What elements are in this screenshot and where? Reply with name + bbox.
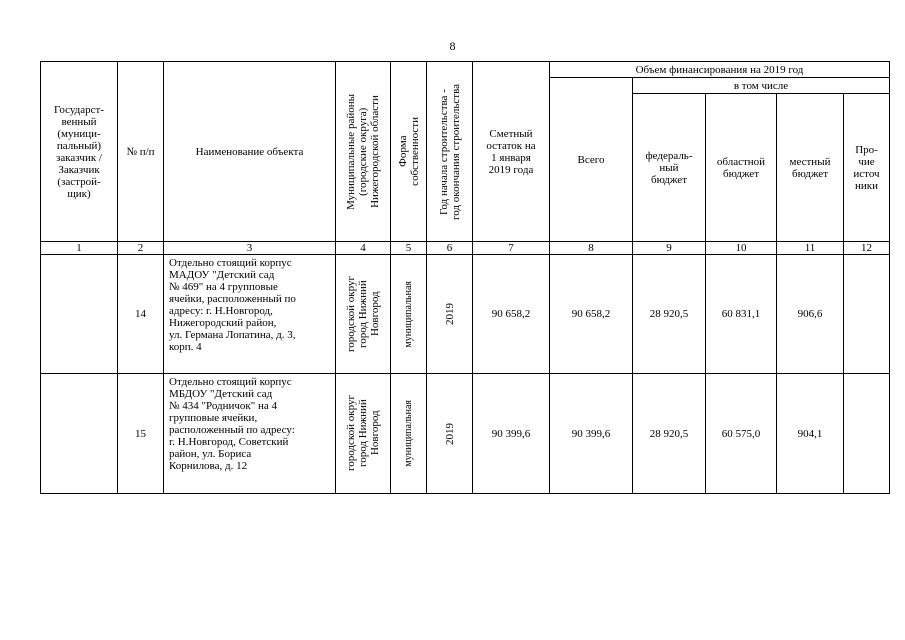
header-regional: областной бюджет [706, 94, 777, 242]
row-ownership-text: муниципальная [402, 280, 414, 348]
header-total: Всего [550, 78, 633, 242]
row-local: 906,6 [777, 255, 844, 374]
row-remaining: 90 658,2 [473, 255, 550, 374]
row-ownership [391, 374, 427, 494]
header-customer: Государст- венный (муници- пальный) заказчик / Заказчик (застрой- щик) [41, 62, 118, 242]
row-district [336, 374, 391, 494]
header-ownership-text: Форма собственности [396, 117, 421, 186]
row-regional: 60 831,1 [706, 255, 777, 374]
header-including: в том числе [633, 78, 890, 94]
row-customer [41, 374, 118, 494]
row-years-text: 2019 [443, 303, 456, 325]
column-number: 8 [550, 242, 633, 255]
column-number: 3 [164, 242, 336, 255]
row-district [336, 255, 391, 374]
row-num: 15 [118, 374, 164, 494]
column-number: 10 [706, 242, 777, 255]
row-years-text: 2019 [443, 422, 456, 445]
row-num: 14 [118, 255, 164, 374]
header-years-text: Год начала строительства - год окончания строительства [437, 83, 462, 220]
header-object-name: Наименование объекта [164, 62, 336, 242]
column-number: 7 [473, 242, 550, 255]
row-other [844, 374, 890, 494]
row-years [427, 374, 473, 494]
header-federal: федераль- ный бюджет [633, 94, 706, 242]
row-remaining: 90 399,6 [473, 374, 550, 494]
row-customer [41, 255, 118, 374]
header-other: Про- чие источ ники [844, 94, 890, 242]
column-number: 1 [41, 242, 118, 255]
header-districts [336, 62, 391, 242]
row-ownership [391, 255, 427, 374]
header-remaining: Сметный остаток на 1 января 2019 года [473, 62, 550, 242]
column-number: 9 [633, 242, 706, 255]
row-federal: 28 920,5 [633, 255, 706, 374]
row-district-text: городской округ город Нижний Новгород [345, 275, 381, 353]
page-number: 8 [449, 39, 456, 53]
row-years [427, 255, 473, 374]
header-districts-text: Муниципальные районы (городские округа) Нижегородской области [345, 93, 381, 210]
row-other [844, 255, 890, 374]
table-row [41, 255, 890, 374]
column-number: 5 [391, 242, 427, 255]
row-regional: 60 575,0 [706, 374, 777, 494]
row-district-text: городской округ город Нижний Новгород [345, 395, 381, 472]
table-row [41, 374, 890, 494]
column-number: 6 [427, 242, 473, 255]
row-local: 904,1 [777, 374, 844, 494]
column-number: 11 [777, 242, 844, 255]
row-total: 90 658,2 [550, 255, 633, 374]
header-financing: Объем финансирования на 2019 год [550, 62, 890, 78]
column-number: 12 [844, 242, 890, 255]
row-federal: 28 920,5 [633, 374, 706, 494]
row-ownership-text: муниципальная [402, 400, 414, 467]
header-ownership [391, 62, 427, 242]
row-object-name: Отдельно стоящий корпус МАДОУ "Детский сад № 469" на 4 групповые ячейки, расположенный по адресу: г. Н.Новгород, Нижегородский район, ул. Германа Лопатина, д. 3, корп. 4 [164, 255, 336, 374]
header-num: № п/п [118, 62, 164, 242]
header-local: местный бюджет [777, 94, 844, 242]
column-number: 2 [118, 242, 164, 255]
row-object-name: Отдельно стоящий корпус МБДОУ "Детский сад № 434 "Родничок" на 4 групповые ячейки, расположенный по адресу: г. Н.Новгород, Советский район, ул. Бориса Корнилова, д. 12 [164, 374, 336, 494]
header-years [427, 62, 473, 242]
financing-table [40, 61, 890, 494]
row-total: 90 399,6 [550, 374, 633, 494]
column-number: 4 [336, 242, 391, 255]
